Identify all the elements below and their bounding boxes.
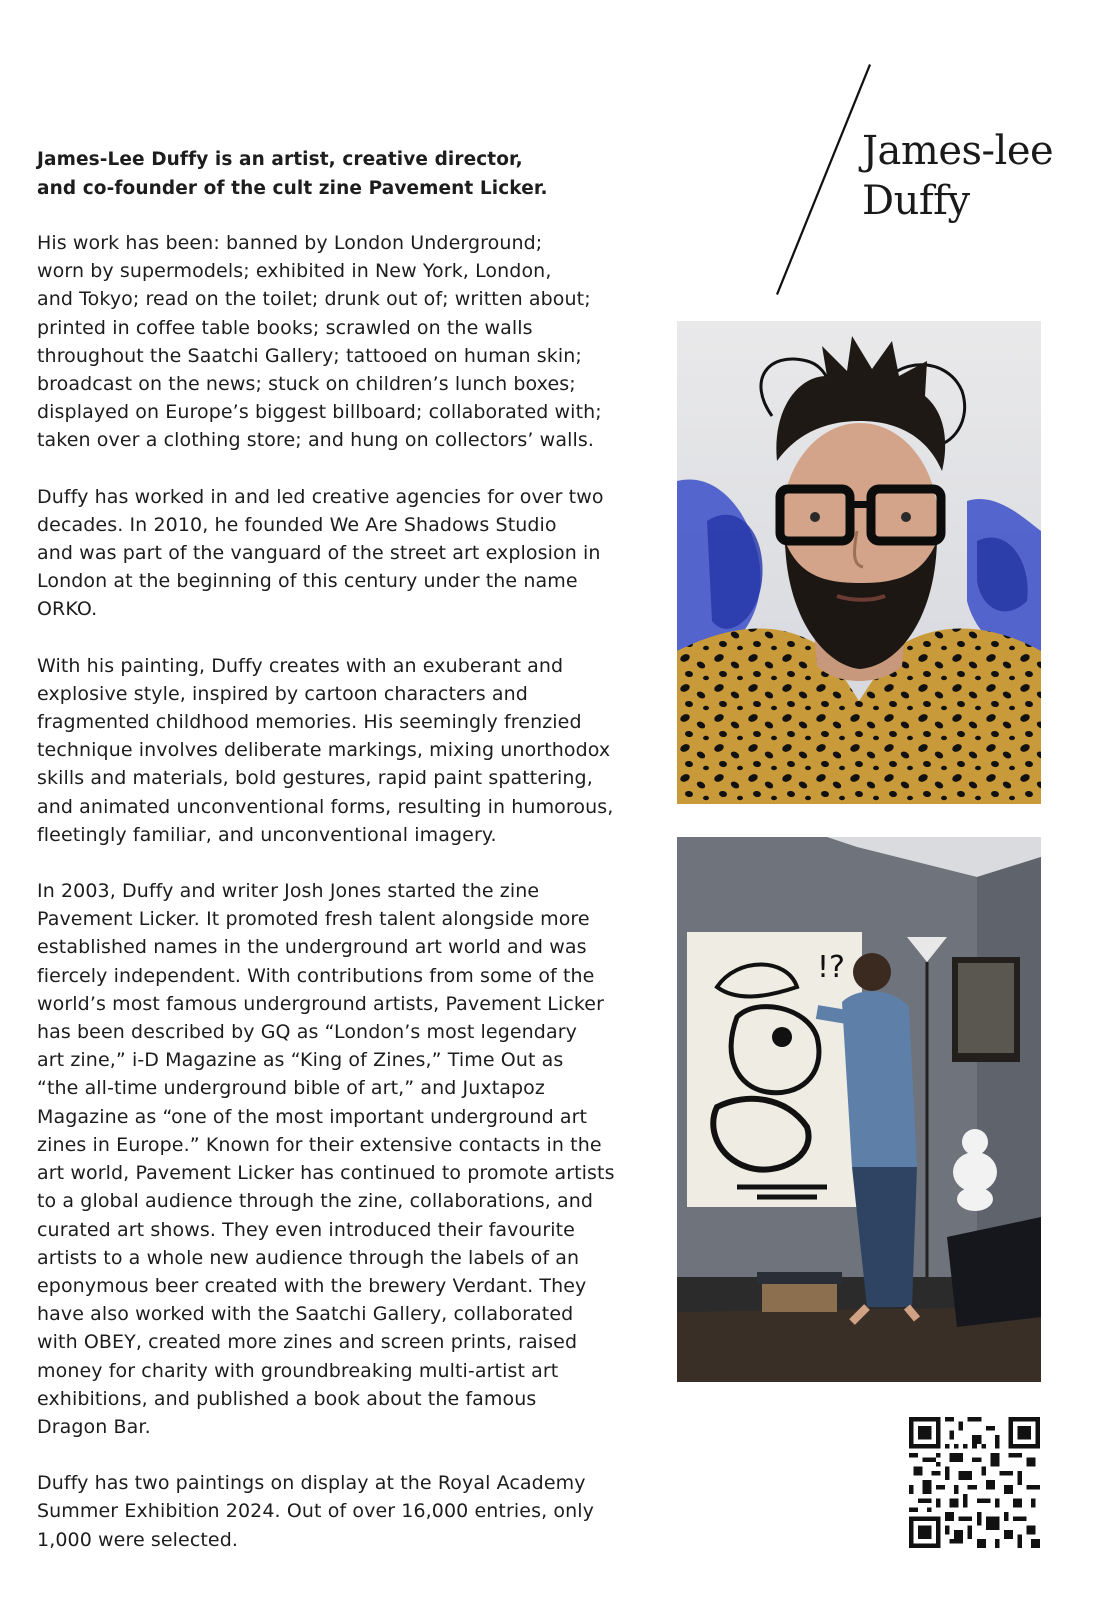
qr-code-icon[interactable] bbox=[909, 1417, 1040, 1548]
bio-intro: James-Lee Duffy is an artist, creative director, and co-founder of the cult zine Pavement Licker. bbox=[37, 149, 548, 199]
bio-paragraph-3: With his painting, Duffy creates with an exuberant and explosive style, inspired by cartoon characters and fragmented childhood memories. His seemingly frenzied technique involves deliberate markings, mixing unorthodox skills and materials, bold gestures, rapid paint spattering, and animated unconventional forms, resulting in humorous, fleetingly familiar, and unconventional imagery. bbox=[37, 654, 614, 846]
artist-name-title: James-lee Duffy bbox=[862, 128, 1054, 224]
bio-paragraph-1: His work has been: banned by London Underground; worn by supermodels; exhibited in New York, London, and Tokyo; read on the toilet; drunk out of; written about; printed in coffee table books; scrawled on the walls throughout the Saatchi Gallery; tattooed on human skin; broadcast on the news; stuck on children’s lunch boxes; displayed on Europe’s biggest billboard; collaborated with; taken over a clothing store; and hung on collectors’ walls. bbox=[37, 232, 602, 452]
portrait-photo bbox=[677, 321, 1041, 804]
bio-column bbox=[37, 146, 637, 1582]
bio-paragraph-4: In 2003, Duffy and writer Josh Jones started the zine Pavement Licker. It promoted fresh talent alongside more established names in the underground art world and was fiercely independent. With contributions from some of the world’s most famous underground artists, Pavement Licker has been described by GQ as “London’s most legendary art zine,” i-D Magazine as “King of Zines,” Time Out as “the all-time underground bible of art,” and Juxtapoz Magazine as “one of the most important underground art zines in Europe.” Known for their extensive contacts in the art world, Pavement Licker has continued to promote artists to a global audience through the zine, collaborations, and curated art shows. They even introduced their favourite artists to a whole new audience through the labels of an eponymous beer created with the brewery Verdant. They have also worked with the Saatchi Gallery, collaborated with OBEY, created more zines and screen prints, raised money for charity with groundbreaking multi-artist art exhibitions, and published a book about the famous Dragon Bar. bbox=[37, 880, 615, 1438]
studio-photo bbox=[677, 837, 1041, 1382]
bio-paragraph-5: Duffy has two paintings on display at the Royal Academy Summer Exhibition 2024. Out of over 16,000 entries, only 1,000 were selected. bbox=[37, 1472, 594, 1551]
svg-text:!?: !? bbox=[817, 950, 845, 985]
bio-paragraph-2: Duffy has worked in and led creative agencies for over two decades. In 2010, he founded We Are Shadows Studio and was part of the vanguard of the street art explosion in London at the beginning of this century under the name ORKO. bbox=[37, 485, 604, 621]
